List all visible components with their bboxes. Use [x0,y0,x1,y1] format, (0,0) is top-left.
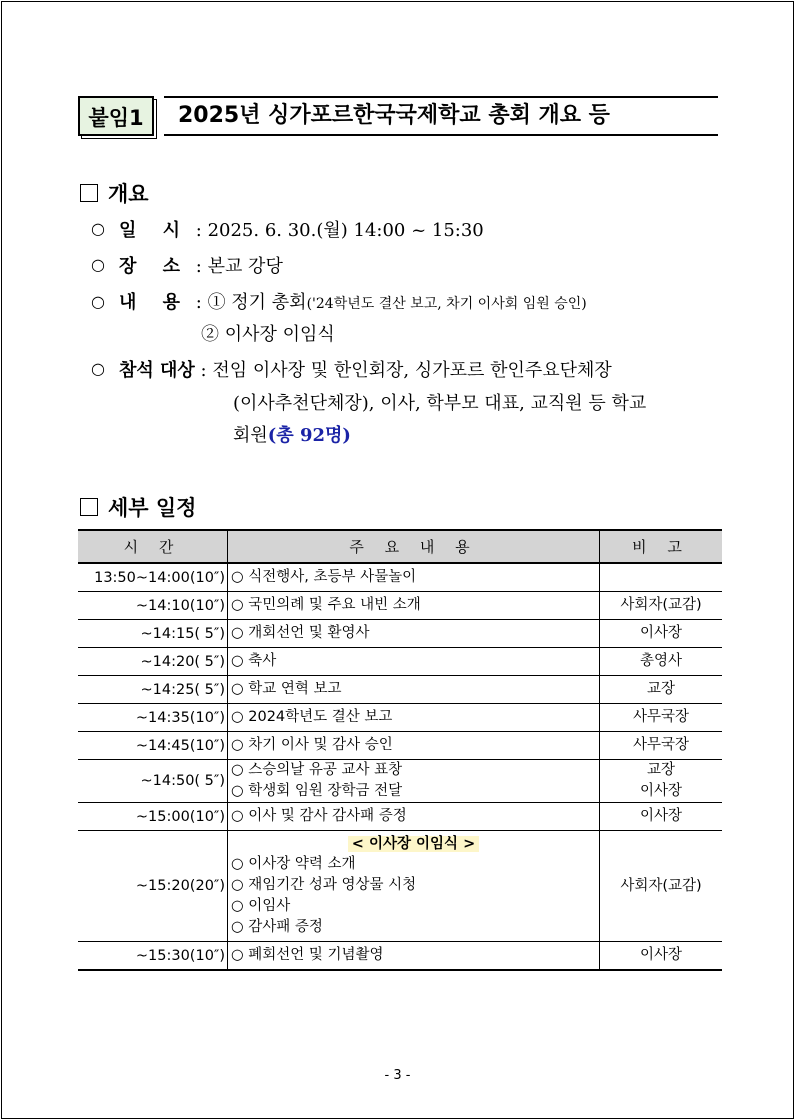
schedule-content [228,803,600,831]
schedule-content [228,592,600,620]
schedule-note-text: 사회자(교감) [620,597,702,613]
schedule-note-text: 교장 [646,681,675,697]
schedule-note [600,732,723,760]
table-row [78,648,722,676]
schedule-time: ~14:50( 5″) [78,760,228,803]
schedule-note-text: 이사장 [639,625,683,641]
datetime-label: 일 시 [119,220,191,241]
schedule-note-text: 총영사 [639,653,683,669]
place-value: 본교 강당 [207,256,283,277]
schedule-time: ~15:30(10″) [78,942,228,971]
schedule-item: ○ 폐회선언 및 기념촬영 [231,947,384,963]
schedule-content [228,563,600,592]
schedule-note [600,648,723,676]
schedule-note-text: 이사장 [639,947,683,963]
schedule-content [228,732,600,760]
attendees-row-3 [233,421,351,447]
schedule-note-text: 사무국장 [632,737,690,753]
schedule-item: ○ 학생회 임원 장학금 전달 [231,783,403,799]
content-item1-number: ① [207,292,226,313]
schedule-time: ~15:00(10″) [78,803,228,831]
attendees-label: 참석 대상 [119,360,195,381]
schedule-heading-text: 세부 일정 [108,496,197,520]
schedule-note [600,592,723,620]
schedule-item: ○ 개회선언 및 환영사 [231,625,370,641]
schedule-item: ○ 차기 이사 및 감사 승인 [231,737,393,753]
content-label: 내 용 [119,292,191,313]
column-header-time: 시 간 [78,530,228,563]
schedule-item: ○ 이사 및 감사 감사패 증정 [231,808,407,824]
schedule-item: ○ 학교 연혁 보고 [231,681,342,697]
schedule-note-text: 교장 [646,762,675,778]
table-row [78,831,722,942]
schedule-time: ~14:25( 5″) [78,676,228,704]
schedule-content [228,831,600,942]
table-row [78,803,722,831]
schedule-time: ~14:10(10″) [78,592,228,620]
schedule-note [600,831,723,942]
schedule-time: ~14:35(10″) [78,704,228,732]
datetime-row: 일 시 : 2025. 6. 30.(월) 14:00 ~ 15:30 [119,220,484,241]
schedule-content [228,648,600,676]
schedule-heading [80,492,196,522]
document-header [78,96,718,140]
table-row [78,592,722,620]
datetime-value: 2025. 6. 30.(월) 14:00 ~ 15:30 [207,220,484,241]
schedule-item: ○ 2024학년도 결산 보고 [231,709,393,725]
circle-bullet-icon: ○ [91,255,105,274]
square-bullet-icon [80,184,98,202]
place-row: 장 소 : 본교 강당 [119,256,283,277]
attachment-tag: 붙임1 [78,96,154,136]
attendees-line-2: (이사추천단체장), 이사, 학부모 대표, 교직원 등 학교 [233,393,647,414]
schedule-time: ~14:20( 5″) [78,648,228,676]
circle-bullet-icon: ○ [91,359,105,378]
schedule-table [78,529,722,971]
schedule-content [228,760,600,803]
content-row: 내 용 : ① 정기 총회('24학년도 결산 보고, 차기 이사회 임원 승인) [119,292,587,313]
schedule-item: ○ 국민의례 및 주요 내빈 소개 [231,597,421,613]
schedule-content [228,704,600,732]
table-row [78,563,722,592]
content-row-2 [201,320,335,346]
ceremony-highlight: < 이사장 이임식 > [348,836,480,852]
place-label: 장 소 [119,256,191,277]
content-item2-text: 이사장 이임식 [224,324,335,345]
schedule-content [228,676,600,704]
column-header-content: 주 요 내 용 [228,530,600,563]
attendees-line-3: 회원 [233,425,268,446]
schedule-note [600,620,723,648]
schedule-time: 13:50~14:00(10″) [78,563,228,592]
table-row [78,704,722,732]
schedule-item: ○ 이사장 약력 소개 [231,856,356,872]
schedule-body [78,563,722,970]
table-row [78,942,722,971]
schedule-item: ○ 감사패 증정 [231,919,323,935]
table-row [78,676,722,704]
attendees-line-1: 전임 이사장 및 한인회장, 싱가포르 한인주요단체장 [212,360,612,381]
document-title: 2025년 싱가포르한국국제학교 총회 개요 등 [164,96,718,136]
circle-bullet-icon: ○ [91,219,105,238]
content-item1-text: 정기 총회 [231,292,307,313]
schedule-time: ~15:20(20″) [78,831,228,942]
attendees-row: 참석 대상 : 전임 이사장 및 한인회장, 싱가포르 한인주요단체장 [119,360,612,381]
schedule-item: ○ 스승의날 유공 교사 표창 [231,762,403,778]
schedule-note-text: 이사장 [639,783,683,799]
attendees-count: (총 92명) [267,425,351,446]
schedule-item: ○ 이임사 [231,898,291,914]
schedule-note-text: 이사장 [639,808,683,824]
table-header-row [78,530,722,563]
overview-heading-text: 개요 [108,182,149,206]
schedule-note [600,676,723,704]
circle-bullet-icon: ○ [91,292,105,311]
table-row [78,760,722,803]
schedule-time: ~14:45(10″) [78,732,228,760]
schedule-item: ○ 식전행사, 초등부 사물놀이 [231,569,417,585]
schedule-note-text: 사무국장 [632,709,690,725]
page-number: - 3 - [384,1068,411,1083]
table-row [78,732,722,760]
schedule-item: ○ 축사 [231,653,277,669]
schedule-note [600,942,723,971]
schedule-note [600,704,723,732]
table-row [78,620,722,648]
content-item2-number: ② [201,324,219,345]
schedule-content [228,942,600,971]
schedule-note [600,760,723,803]
schedule-note [600,563,723,592]
column-header-note: 비 고 [600,530,723,563]
schedule-item: ○ 재임기간 성과 영상물 시청 [231,877,417,893]
schedule-note [600,803,723,831]
content-item1-note: ('24학년도 결산 보고, 차기 이사회 임원 승인) [306,296,587,312]
schedule-note-text: 사회자(교감) [620,877,702,894]
schedule-time: ~14:15( 5″) [78,620,228,648]
square-bullet-icon [80,498,98,516]
schedule-content [228,620,600,648]
overview-heading [80,178,149,208]
